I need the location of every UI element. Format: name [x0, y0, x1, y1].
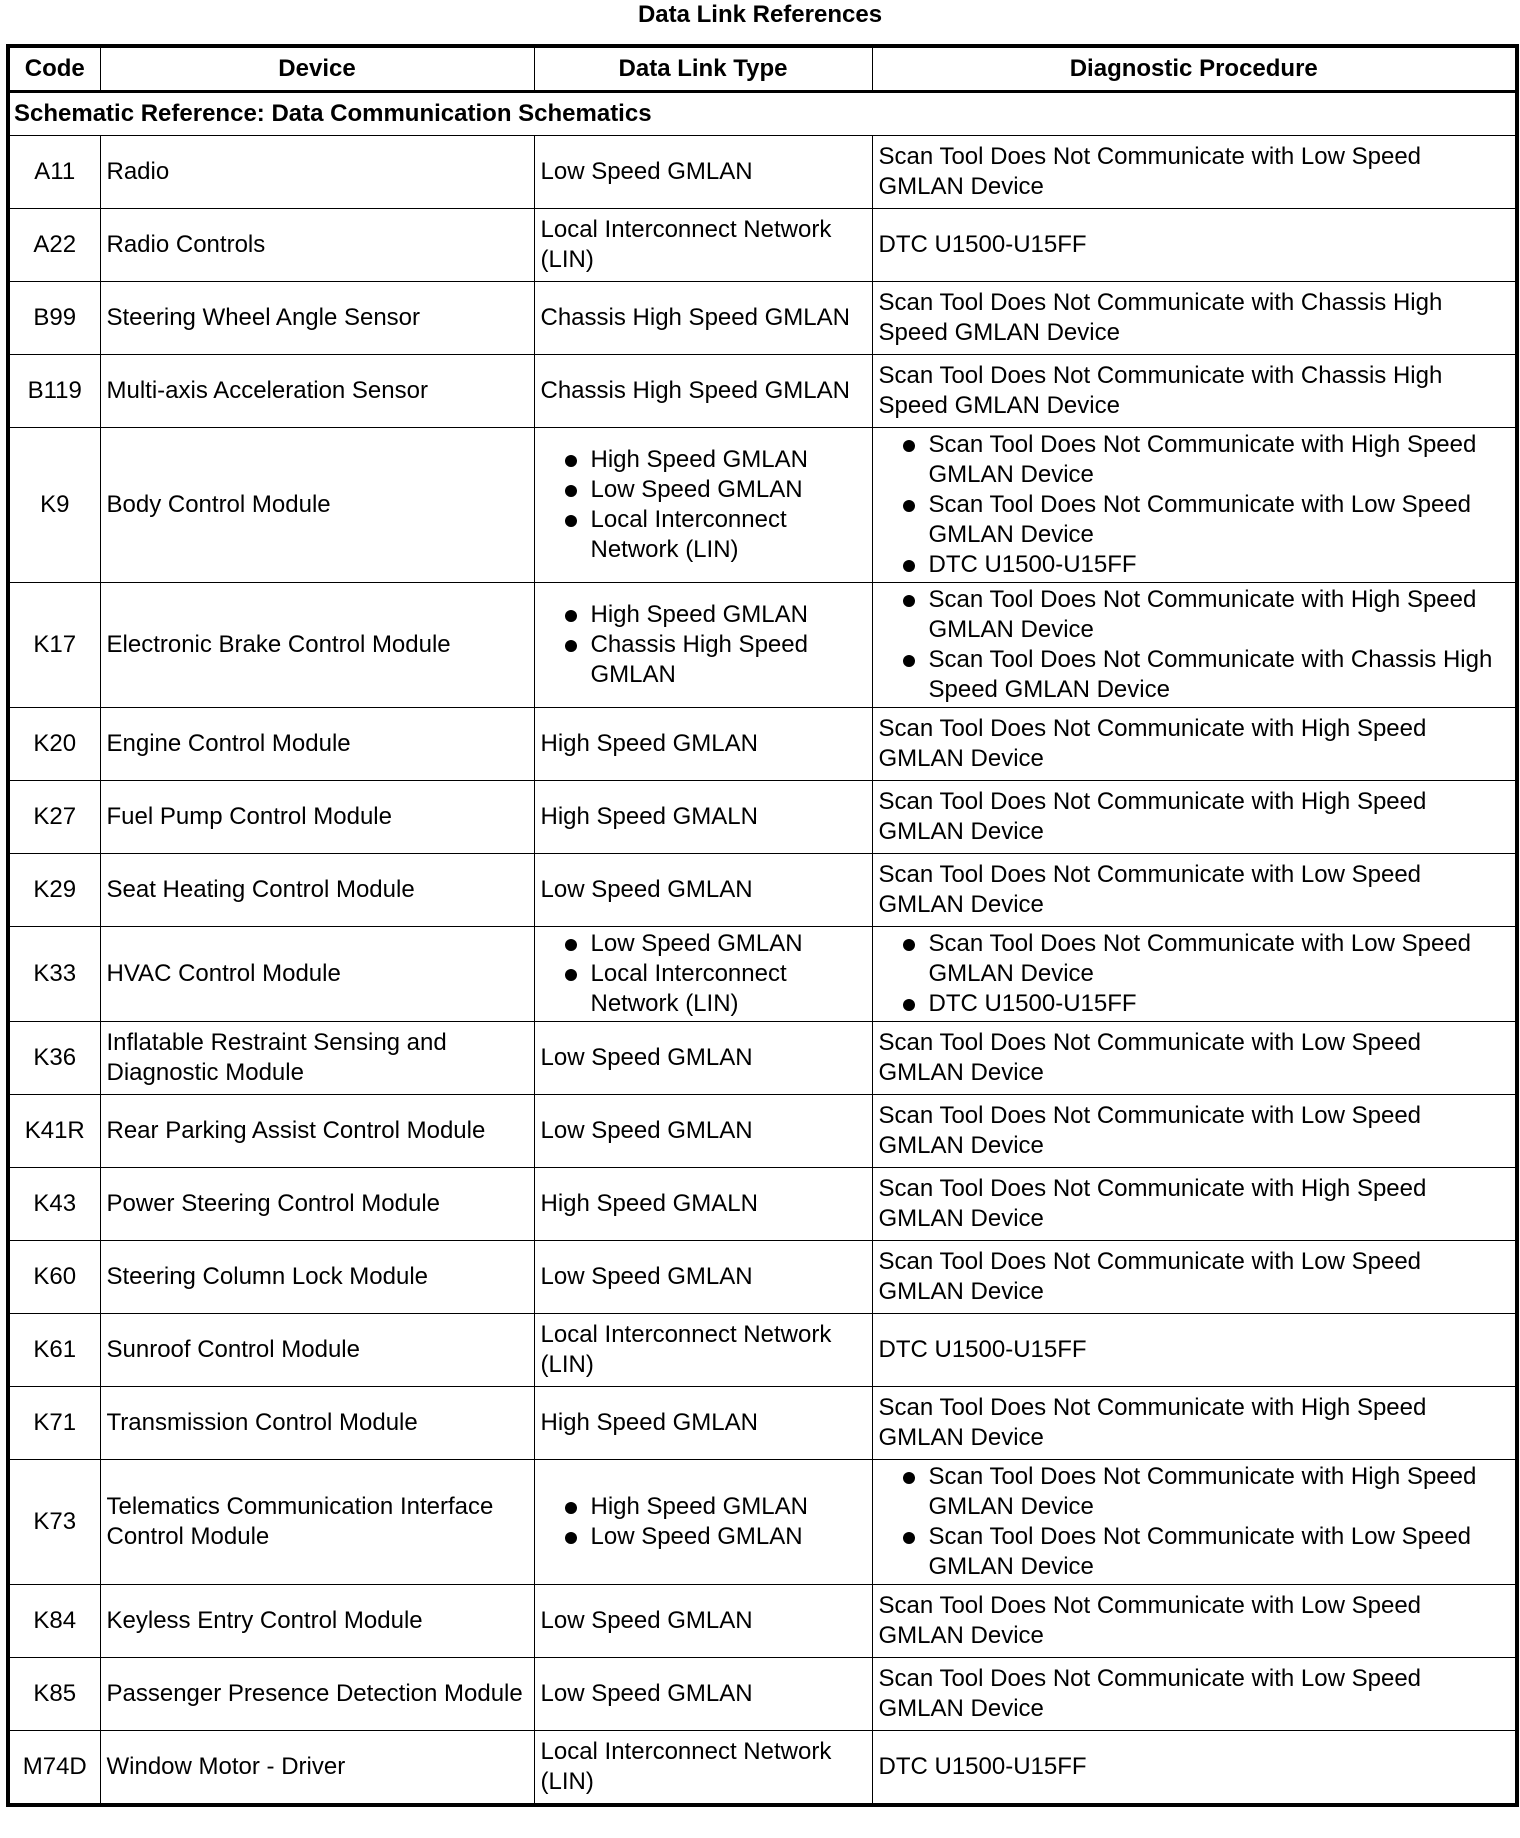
cell-device: Transmission Control Module — [100, 1387, 534, 1460]
cell-code: B99 — [8, 282, 100, 355]
bullet-item: Local Interconnect Network (LIN) — [541, 505, 866, 565]
cell-device: Keyless Entry Control Module — [100, 1585, 534, 1658]
cell-diagnostic-procedure: Scan Tool Does Not Communicate with Low Speed GMLAN Device — [872, 136, 1517, 209]
table-row — [8, 355, 1517, 428]
header-code: Code — [8, 46, 100, 92]
cell-data-link-type — [534, 583, 872, 708]
bullet-item: High Speed GMLAN — [541, 445, 866, 475]
bullet-item: High Speed GMLAN — [541, 1492, 866, 1522]
cell-data-link-type — [534, 1460, 872, 1585]
table-row — [8, 854, 1517, 927]
bullet-item: Chassis High Speed GMLAN — [541, 630, 866, 690]
table-row — [8, 1314, 1517, 1387]
header-row — [8, 46, 1517, 92]
table-row — [8, 583, 1517, 708]
cell-device: Telematics Communication Interface Control Module — [100, 1460, 534, 1585]
cell-device: Radio — [100, 136, 534, 209]
table-row — [8, 209, 1517, 282]
cell-code: B119 — [8, 355, 100, 428]
bullet-item: Scan Tool Does Not Communicate with Low Speed GMLAN Device — [879, 490, 1510, 550]
table-row — [8, 1658, 1517, 1731]
cell-diagnostic-procedure — [872, 927, 1517, 1022]
cell-code: K41R — [8, 1095, 100, 1168]
cell-code: K71 — [8, 1387, 100, 1460]
cell-diagnostic-procedure: Scan Tool Does Not Communicate with Chassis High Speed GMLAN Device — [872, 282, 1517, 355]
cell-device: Passenger Presence Detection Module — [100, 1658, 534, 1731]
cell-code: K61 — [8, 1314, 100, 1387]
cell-diagnostic-procedure: DTC U1500-U15FF — [872, 1314, 1517, 1387]
section-row — [8, 92, 1517, 136]
bullet-item: Scan Tool Does Not Communicate with Low Speed GMLAN Device — [879, 1522, 1510, 1582]
cell-device: Rear Parking Assist Control Module — [100, 1095, 534, 1168]
cell-code: K60 — [8, 1241, 100, 1314]
cell-data-link-type: Chassis High Speed GMLAN — [534, 282, 872, 355]
bullet-item: Scan Tool Does Not Communicate with High Speed GMLAN Device — [879, 430, 1510, 490]
bullet-item: High Speed GMLAN — [541, 600, 866, 630]
bullet-item: Scan Tool Does Not Communicate with High Speed GMLAN Device — [879, 585, 1510, 645]
cell-data-link-type: Low Speed GMLAN — [534, 1095, 872, 1168]
table-row — [8, 927, 1517, 1022]
cell-device: Power Steering Control Module — [100, 1168, 534, 1241]
cell-diagnostic-procedure: Scan Tool Does Not Communicate with Chassis High Speed GMLAN Device — [872, 355, 1517, 428]
table-row — [8, 1022, 1517, 1095]
cell-device: Sunroof Control Module — [100, 1314, 534, 1387]
table-row — [8, 428, 1517, 583]
bullet-list — [879, 1462, 1510, 1582]
table-row — [8, 136, 1517, 209]
bullet-item: Low Speed GMLAN — [541, 929, 866, 959]
table-row — [8, 1241, 1517, 1314]
cell-data-link-type: Local Interconnect Network (LIN) — [534, 1731, 872, 1806]
cell-data-link-type: High Speed GMALN — [534, 1168, 872, 1241]
cell-data-link-type: High Speed GMLAN — [534, 1387, 872, 1460]
cell-diagnostic-procedure — [872, 428, 1517, 583]
cell-diagnostic-procedure: Scan Tool Does Not Communicate with Low Speed GMLAN Device — [872, 1658, 1517, 1731]
bullet-item: DTC U1500-U15FF — [879, 550, 1510, 580]
cell-device: Fuel Pump Control Module — [100, 781, 534, 854]
cell-code: K20 — [8, 708, 100, 781]
cell-data-link-type: Low Speed GMLAN — [534, 1585, 872, 1658]
cell-diagnostic-procedure: Scan Tool Does Not Communicate with Low Speed GMLAN Device — [872, 1241, 1517, 1314]
header-device: Device — [100, 46, 534, 92]
bullet-list — [541, 445, 866, 565]
cell-diagnostic-procedure — [872, 583, 1517, 708]
cell-device: Electronic Brake Control Module — [100, 583, 534, 708]
cell-device: Multi-axis Acceleration Sensor — [100, 355, 534, 428]
schematic-reference: Schematic Reference: Data Communication Schematics — [8, 92, 1517, 136]
cell-code: K73 — [8, 1460, 100, 1585]
bullet-list — [879, 430, 1510, 580]
cell-code: K17 — [8, 583, 100, 708]
table-row — [8, 708, 1517, 781]
cell-code: K43 — [8, 1168, 100, 1241]
table-row — [8, 1095, 1517, 1168]
cell-code: A22 — [8, 209, 100, 282]
bullet-item: Low Speed GMLAN — [541, 475, 866, 505]
cell-device: HVAC Control Module — [100, 927, 534, 1022]
cell-device: Body Control Module — [100, 428, 534, 583]
cell-code: K85 — [8, 1658, 100, 1731]
cell-code: K36 — [8, 1022, 100, 1095]
cell-diagnostic-procedure: Scan Tool Does Not Communicate with High Speed GMLAN Device — [872, 708, 1517, 781]
cell-diagnostic-procedure: Scan Tool Does Not Communicate with High Speed GMLAN Device — [872, 781, 1517, 854]
cell-data-link-type: Low Speed GMLAN — [534, 854, 872, 927]
bullet-list — [879, 585, 1510, 705]
cell-code: K84 — [8, 1585, 100, 1658]
bullet-item: Low Speed GMLAN — [541, 1522, 866, 1552]
cell-diagnostic-procedure: Scan Tool Does Not Communicate with Low Speed GMLAN Device — [872, 1022, 1517, 1095]
cell-data-link-type: High Speed GMALN — [534, 781, 872, 854]
cell-code: K29 — [8, 854, 100, 927]
cell-code: K9 — [8, 428, 100, 583]
cell-data-link-type: Low Speed GMLAN — [534, 136, 872, 209]
data-link-table — [6, 44, 1519, 1807]
cell-diagnostic-procedure: Scan Tool Does Not Communicate with Low Speed GMLAN Device — [872, 1095, 1517, 1168]
table-row — [8, 1585, 1517, 1658]
cell-code: K27 — [8, 781, 100, 854]
cell-code: M74D — [8, 1731, 100, 1806]
page-title: Data Link References — [637, 1, 883, 28]
cell-data-link-type: Low Speed GMLAN — [534, 1658, 872, 1731]
cell-device: Engine Control Module — [100, 708, 534, 781]
table-row — [8, 1168, 1517, 1241]
cell-data-link-type — [534, 927, 872, 1022]
bullet-item: Scan Tool Does Not Communicate with Chassis High Speed GMLAN Device — [879, 645, 1510, 705]
cell-device: Radio Controls — [100, 209, 534, 282]
bullet-item: Scan Tool Does Not Communicate with Low Speed GMLAN Device — [879, 929, 1510, 989]
table-row — [8, 282, 1517, 355]
cell-data-link-type: Low Speed GMLAN — [534, 1241, 872, 1314]
cell-diagnostic-procedure: DTC U1500-U15FF — [872, 1731, 1517, 1806]
cell-device: Seat Heating Control Module — [100, 854, 534, 927]
bullet-list — [879, 929, 1510, 1019]
cell-device: Steering Wheel Angle Sensor — [100, 282, 534, 355]
header-diagnostic-procedure: Diagnostic Procedure — [872, 46, 1517, 92]
cell-data-link-type: Local Interconnect Network (LIN) — [534, 209, 872, 282]
bullet-item: Local Interconnect Network (LIN) — [541, 959, 866, 1019]
cell-diagnostic-procedure: DTC U1500-U15FF — [872, 209, 1517, 282]
cell-diagnostic-procedure — [872, 1460, 1517, 1585]
bullet-list — [541, 1492, 866, 1552]
cell-diagnostic-procedure: Scan Tool Does Not Communicate with High Speed GMLAN Device — [872, 1168, 1517, 1241]
table-row — [8, 781, 1517, 854]
table-row — [8, 1731, 1517, 1806]
cell-diagnostic-procedure: Scan Tool Does Not Communicate with Low Speed GMLAN Device — [872, 1585, 1517, 1658]
cell-diagnostic-procedure: Scan Tool Does Not Communicate with Low Speed GMLAN Device — [872, 854, 1517, 927]
cell-device: Steering Column Lock Module — [100, 1241, 534, 1314]
bullet-item: Scan Tool Does Not Communicate with High Speed GMLAN Device — [879, 1462, 1510, 1522]
bullet-list — [541, 929, 866, 1019]
cell-data-link-type: Local Interconnect Network (LIN) — [534, 1314, 872, 1387]
cell-data-link-type: High Speed GMLAN — [534, 708, 872, 781]
table-row — [8, 1460, 1517, 1585]
cell-data-link-type — [534, 428, 872, 583]
cell-diagnostic-procedure: Scan Tool Does Not Communicate with High Speed GMLAN Device — [872, 1387, 1517, 1460]
cell-data-link-type: Chassis High Speed GMLAN — [534, 355, 872, 428]
cell-data-link-type: Low Speed GMLAN — [534, 1022, 872, 1095]
cell-device: Window Motor - Driver — [100, 1731, 534, 1806]
bullet-item: DTC U1500-U15FF — [879, 989, 1510, 1019]
table-row — [8, 1387, 1517, 1460]
header-data-link-type: Data Link Type — [534, 46, 872, 92]
cell-code: A11 — [8, 136, 100, 209]
cell-device: Inflatable Restraint Sensing and Diagnostic Module — [100, 1022, 534, 1095]
cell-code: K33 — [8, 927, 100, 1022]
bullet-list — [541, 600, 866, 690]
